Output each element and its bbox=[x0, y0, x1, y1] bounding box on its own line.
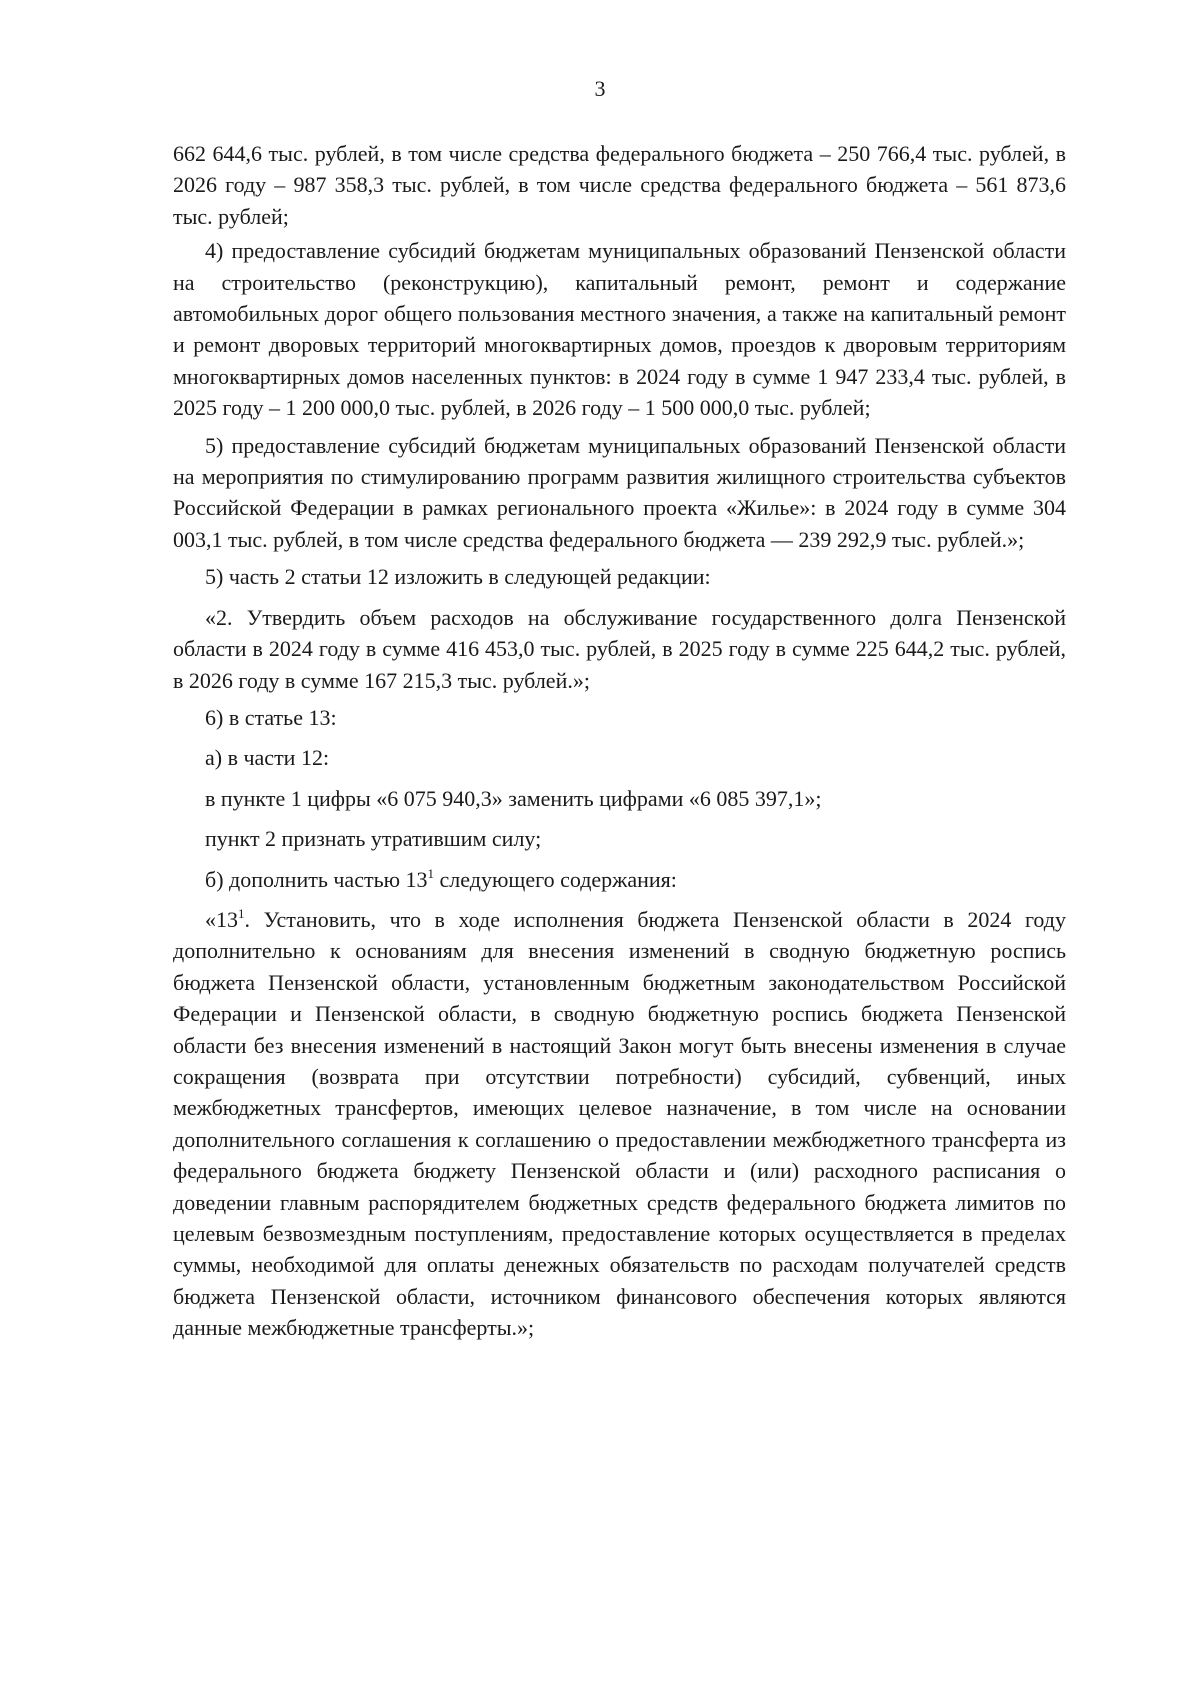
paragraph-item-5-subsidies: 5) предоставление субсидий бюджетам муниципальных образований Пензенской области на мероприятия по стимулированию программ развития жилищного строительства субъектов Российской Федерации в рамках регионального проекта «Жилье»: в 2024 году в сумме 304 003,1 тыс. рублей, в том числе средства федерального бюджета — 239 292,9 тыс. рублей.»; bbox=[173, 432, 1066, 552]
paragraph-continuation: 662 644,6 тыс. рублей, в том числе средства федерального бюджета – 250 766,4 тыс. рублей, в 2026 году – 987 358,3 тыс. рублей, в том числе средства федерального бюджета – 561 873,6 тыс. рублей; bbox=[173, 141, 1066, 229]
superscript: 1 bbox=[238, 905, 245, 921]
paragraph-part-13-1 bbox=[173, 904, 1066, 1344]
paragraph-sub-b bbox=[173, 864, 1066, 895]
paragraph-amendment-6: 6) в статье 13: bbox=[205, 704, 337, 730]
paragraph-point-2: пункт 2 признать утратившим силу; bbox=[205, 826, 542, 852]
paragraph-article-12-part-2: «2. Утвердить объем расходов на обслуживание государственного долга Пензенской области в 2024 году в сумме 416 453,0 тыс. рублей, в 2025 году в сумме 225 644,2 тыс. рублей, в 2026 году в сумме 167 215,3 тыс. рублей.»; bbox=[173, 604, 1066, 693]
paragraph-point-1: в пункте 1 цифры «6 075 940,3» заменить цифрами «6 085 397,1»; bbox=[205, 785, 822, 811]
paragraph-amendment-5: 5) часть 2 статьи 12 изложить в следующей редакции: bbox=[205, 564, 711, 590]
paragraph-sub-b-text-end: следующего содержания: bbox=[434, 866, 677, 892]
paragraph-part-13-1-text: . Установить, что в ходе исполнения бюджета Пензенской области в 2024 году дополнительно к основаниям для внесения изменений в сводную бюджетную роспись бюджета Пензенской области, установленным бюджетным законодательством Российской Федерации и Пензенской области, в сводную бюджетную роспись бюджета Пензенской области без внесения изменений в настоящий Закон могут быть внесены изменения в случае сокращения (возврата при отсутствии потребности) субсидий, субвенций, иных межбюджетных трансфертов, имеющих целевое назначение, в том числе на основании дополнительного соглашения к соглашению о предоставлении межбюджетного трансферта из федерального бюджета бюджету Пензенской области и (или) расходного расписания о доведении главным распорядителем бюджетных средств федерального бюджета лимитов по целевым безвозмездным поступлениям, предоставление которых осуществляется в пределах суммы, необходимой для оплаты денежных обязательств по расходам получателей средств бюджета Пензенской области, источником финансового обеспечения которых являются данные межбюджетные трансферты.»; bbox=[173, 906, 1066, 1341]
page-number: 3 bbox=[594, 76, 606, 101]
paragraph-sub-a: а) в части 12: bbox=[205, 745, 330, 771]
paragraph-part-13-1-start: «13 bbox=[205, 906, 238, 932]
paragraph-item-4: 4) предоставление субсидий бюджетам муниципальных образований Пензенской области на строительство (реконструкцию), капитальный ремонт, ремонт и содержание автомобильных дорог общего пользования местного значения, а также на капитальный ремонт и ремонт дворовых территорий многоквартирных домов, проездов к дворовым территориям многоквартирных домов населенных пунктов: в 2024 году в сумме 1 947 233,4 тыс. рублей, в 2025 году – 1 200 000,0 тыс. рублей, в 2026 году – 1 500 000,0 тыс. рублей; bbox=[173, 238, 1066, 421]
superscript: 1 bbox=[427, 865, 435, 881]
document-body bbox=[173, 138, 1066, 1350]
paragraph-sub-b-text: б) дополнить частью 13 bbox=[205, 866, 428, 892]
